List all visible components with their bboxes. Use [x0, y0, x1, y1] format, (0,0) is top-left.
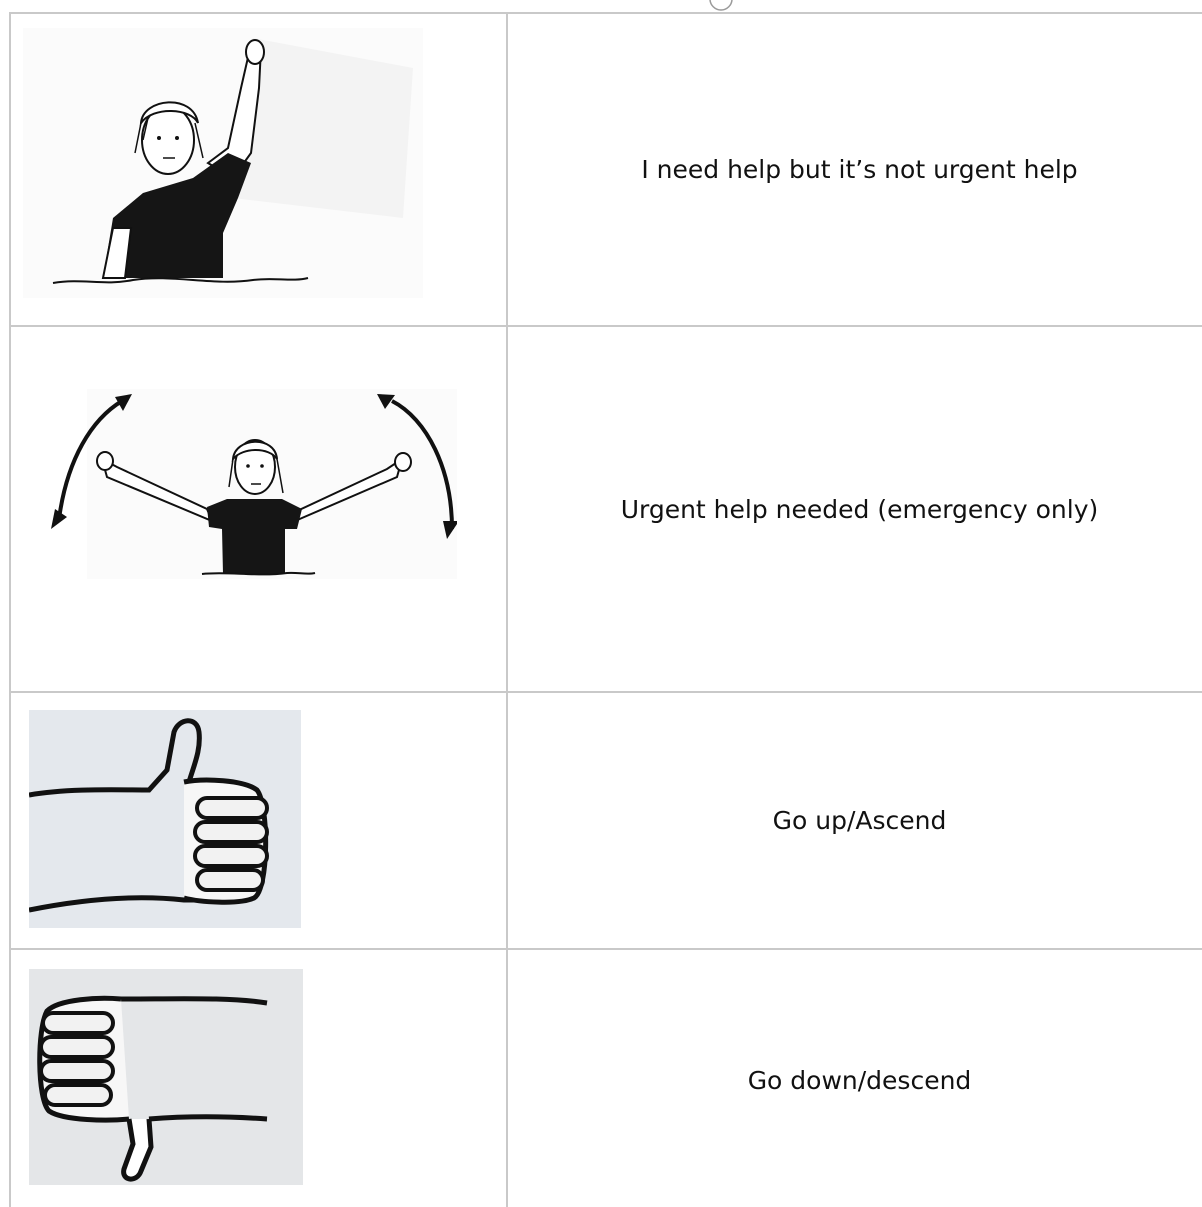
signal-caption: I need help but it’s not urgent help: [507, 13, 1202, 326]
waving-arms-swimmer-icon: [47, 389, 457, 589]
signal-image-cell: [10, 13, 507, 326]
thumbs-down-icon: [29, 969, 303, 1185]
table-row: [10, 692, 1202, 949]
signal-caption: Go down/descend: [507, 949, 1202, 1207]
signal-image-cell: [10, 692, 507, 949]
signal-caption: Go up/Ascend: [507, 692, 1202, 949]
raised-hand-swimmer-icon: [23, 28, 423, 298]
table-row: [10, 949, 1202, 1207]
signal-image-cell: [10, 326, 507, 692]
table-row: [10, 326, 1202, 692]
signal-image-cell: [10, 949, 507, 1207]
hand-signals-table: [9, 12, 1202, 1207]
table-row: [10, 13, 1202, 326]
thumbs-up-icon: [29, 710, 301, 928]
page-marker-icon: [708, 0, 734, 12]
signal-caption: Urgent help needed (emergency only): [507, 326, 1202, 692]
